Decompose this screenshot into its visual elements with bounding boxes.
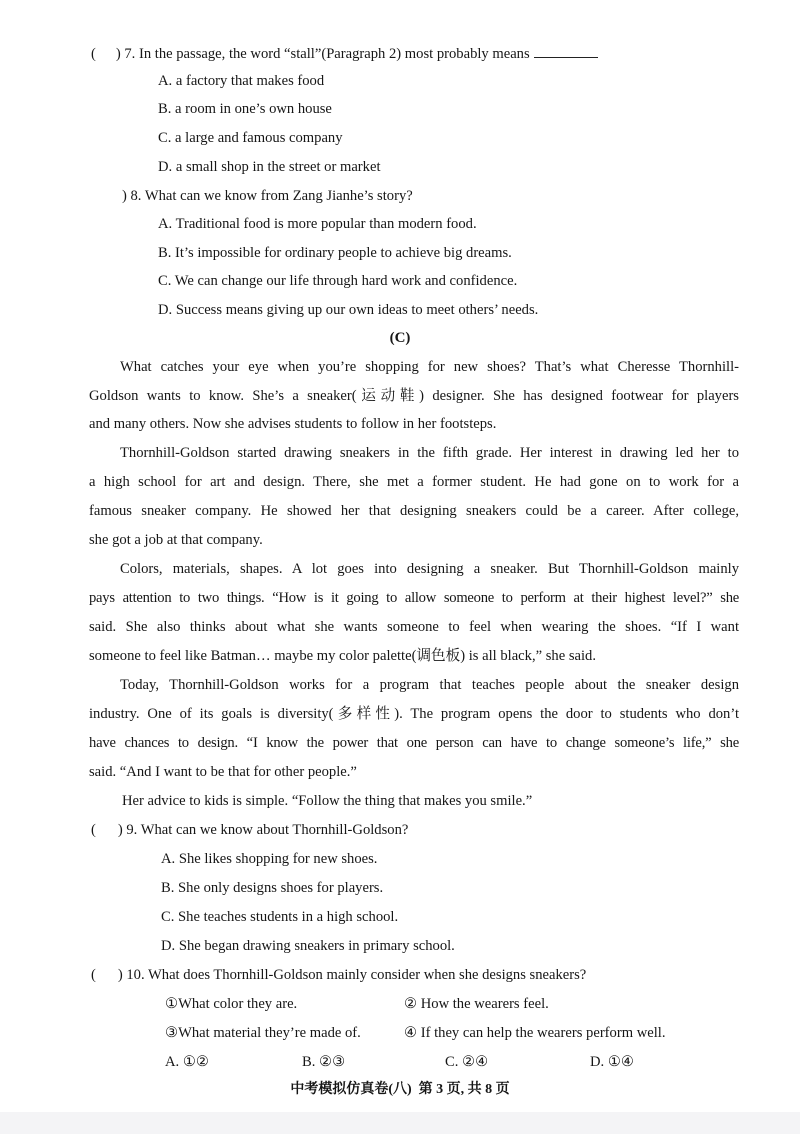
question-7-text: ) 7. In the passage, the word “stall”(Paragraph 2) most probably means xyxy=(115,46,530,62)
q10-item-2: ② How the wearers feel. xyxy=(404,996,549,1012)
passage-line: she got a job at that company. xyxy=(89,532,263,548)
passage-line: What catches your eye when you’re shopping for new shoes? That’s what Cheresse Thornhill- xyxy=(120,359,739,375)
q9-option-c: C. She teaches students in a high school. xyxy=(161,909,399,925)
passage-line: a high school for art and design. There, she met a former student. He had gone on to work for a xyxy=(89,474,739,490)
q10-choice-b: B. ②③ xyxy=(302,1054,346,1070)
page-footer: 中考模拟仿真卷(八) 第 3 页, 共 8 页 xyxy=(290,1082,510,1097)
q7-option-c: C. a large and famous company xyxy=(158,130,343,146)
question-9-stem xyxy=(91,820,408,840)
question-9-text: ) 9. What can we know about Thornhill-Goldson? xyxy=(117,822,409,838)
passage-line: someone to feel like Batman… maybe my color palette(调色板) is all black,” she said. xyxy=(89,648,596,664)
question-10-stem xyxy=(91,965,586,985)
passage-line: Thornhill-Goldson started drawing sneakers in the fifth grade. Her interest in drawing led her to xyxy=(120,445,739,461)
q10-item-4: ④ If they can help the wearers perform well. xyxy=(404,1025,666,1041)
passage-line: Today, Thornhill-Goldson works for a program that teaches people about the sneaker design xyxy=(120,677,739,693)
q10-choice-d: D. ①④ xyxy=(590,1054,635,1070)
answer-paren: ( xyxy=(91,822,96,838)
q8-option-a: A. Traditional food is more popular than modern food. xyxy=(158,216,477,232)
passage-line: Colors, materials, shapes. A lot goes into designing a sneaker. But Thornhill-Goldson mainly xyxy=(120,561,739,577)
answer-blank xyxy=(534,43,598,58)
answer-paren: ( xyxy=(91,967,96,983)
passage-line: and many others. Now she advises students to follow in her footsteps. xyxy=(89,416,497,432)
passage-line: Her advice to kids is simple. “Follow the thing that makes you smile.” xyxy=(122,793,533,809)
page-bottom-edge xyxy=(0,1112,800,1134)
q8-option-d: D. Success means giving up our own ideas to meet others’ needs. xyxy=(158,302,539,318)
q7-option-d: D. a small shop in the street or market xyxy=(158,159,381,175)
passage-line: Goldson wants to know. She’s a sneaker(运动鞋) designer. She has designed footwear for players xyxy=(89,388,739,404)
q10-choice-a: A. ①② xyxy=(165,1054,210,1070)
q10-item-1: ①What color they are. xyxy=(165,996,298,1012)
passage-line: said. She also thinks about what she wants someone to feel when wearing the shoes. “If I want xyxy=(89,619,739,635)
q9-option-a: A. She likes shopping for new shoes. xyxy=(161,851,378,867)
passage-line: famous sneaker company. He showed her that designing sneakers could be a career. After college, xyxy=(89,503,739,519)
passage-line: said. “And I want to be that for other people.” xyxy=(89,764,357,780)
section-c-heading: (C) xyxy=(389,330,411,346)
q8-option-c: C. We can change our life through hard work and confidence. xyxy=(158,273,518,289)
q9-option-b: B. She only designs shoes for players. xyxy=(161,880,384,896)
passage-line: industry. One of its goals is diversity(多样性). The program opens the door to students who don’t xyxy=(89,706,739,722)
answer-paren: ( xyxy=(91,46,96,62)
q7-option-b: B. a room in one’s own house xyxy=(158,101,332,117)
passage-line: pays attention to two things. “How is it going to allow someone to perform at their highest level?” she xyxy=(89,590,739,606)
question-8-stem: ) 8. What can we know from Zang Jianhe’s story? xyxy=(122,188,413,204)
q10-item-3: ③What material they’re made of. xyxy=(165,1025,361,1041)
q8-option-b: B. It’s impossible for ordinary people to achieve big dreams. xyxy=(158,245,512,261)
q10-choice-c: C. ②④ xyxy=(445,1054,489,1070)
passage-line: have chances to design. “I know the power that one person can have to change someone’s life,” she xyxy=(89,735,739,751)
q9-option-d: D. She began drawing sneakers in primary school. xyxy=(161,938,455,954)
question-7-stem xyxy=(91,43,598,64)
q7-option-a: A. a factory that makes food xyxy=(158,73,325,89)
question-10-text: ) 10. What does Thornhill-Goldson mainly consider when she designs sneakers? xyxy=(117,967,587,983)
